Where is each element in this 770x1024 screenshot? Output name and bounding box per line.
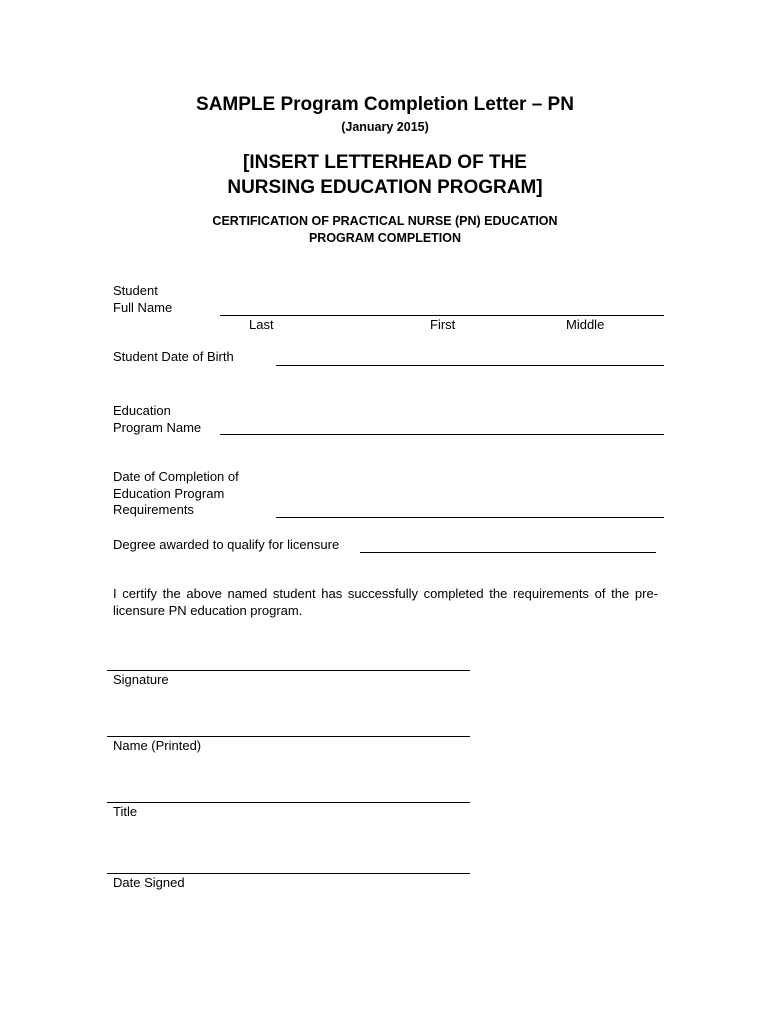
certification-heading-line-1: CERTIFICATION OF PRACTICAL NURSE (PN) EDUCATION: [212, 214, 558, 228]
date-signed-label: Date Signed: [113, 875, 185, 890]
name-last-caption: Last: [249, 317, 274, 332]
title-label: Title: [113, 804, 138, 819]
certification-statement: I certify the above named student has successfully completed the requirements of the pre-licensure PN education program.: [113, 586, 658, 618]
completion-date-field[interactable]: [276, 517, 664, 518]
completion-date-label: [113, 469, 239, 519]
title-field[interactable]: [107, 802, 470, 803]
document-title: SAMPLE Program Completion Letter – PN: [196, 94, 574, 115]
completion-date-label-line-3: Requirements: [113, 502, 194, 517]
date-signed-field[interactable]: [107, 873, 470, 874]
name-middle-caption: Middle: [566, 317, 605, 332]
letterhead-line-1: [INSERT LETTERHEAD OF THE: [243, 152, 527, 173]
student-name-field[interactable]: [220, 315, 664, 316]
student-name-label: [113, 283, 172, 316]
letterhead-line-2: NURSING EDUCATION PROGRAM]: [227, 177, 543, 198]
program-name-field[interactable]: [220, 434, 664, 435]
completion-date-label-line-2: Education Program: [113, 485, 225, 501]
name-first-caption: First: [430, 317, 456, 332]
printed-name-field[interactable]: [107, 736, 470, 737]
degree-label: Degree awarded to qualify for licensure: [113, 537, 340, 552]
letterhead-placeholder: [0, 150, 770, 200]
student-name-label-line-2: Full Name: [113, 299, 173, 315]
certification-heading: [0, 213, 770, 247]
document-date: (January 2015): [341, 120, 429, 134]
student-name-label-line-1: Student: [113, 283, 158, 298]
certification-heading-line-2: PROGRAM COMPLETION: [308, 231, 462, 245]
signature-label: Signature: [113, 672, 169, 687]
program-name-label-line-1: Education: [113, 403, 171, 418]
dob-field[interactable]: [276, 365, 664, 366]
dob-label: Student Date of Birth: [113, 349, 234, 364]
signature-field[interactable]: [107, 670, 470, 671]
degree-field[interactable]: [360, 552, 656, 553]
completion-date-label-line-1: Date of Completion of: [113, 469, 239, 484]
printed-name-label: Name (Printed): [113, 738, 202, 753]
program-name-label: [113, 403, 201, 436]
program-name-label-line-2: Program Name: [113, 419, 202, 435]
